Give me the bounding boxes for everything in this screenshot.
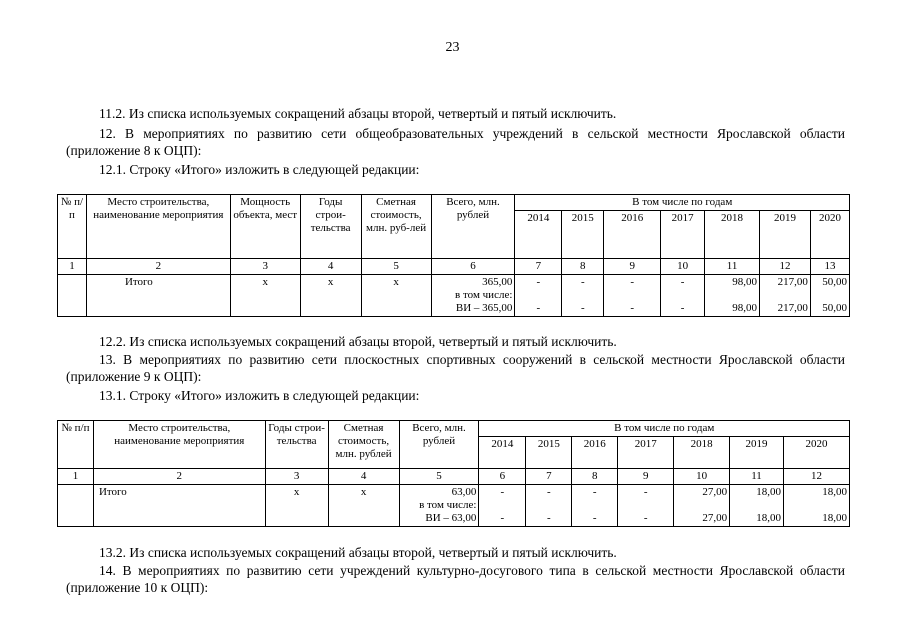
- year-header: 2014: [479, 437, 526, 469]
- year-value: - -: [604, 275, 661, 317]
- row-total: [431, 275, 515, 317]
- column-number: 4: [300, 259, 361, 275]
- total-value: 63,00: [451, 486, 477, 498]
- header-by-years: В том числе по годам: [479, 421, 850, 437]
- year-value: - -: [562, 275, 604, 317]
- year-value: 98,00 98,00: [705, 275, 760, 317]
- year-value: 27,00 27,00: [674, 485, 730, 527]
- column-number: 12: [759, 259, 810, 275]
- year-header: 2020: [783, 437, 849, 469]
- column-number: 9: [618, 469, 674, 485]
- year-value: 50,00 50,00: [810, 275, 849, 317]
- year-value: 217,00 217,00: [759, 275, 810, 317]
- paragraph-13-2: 13.2. Из списка используемых сокращений абзацы второй, четвертый и пятый исключить.: [99, 545, 617, 560]
- column-number: 10: [661, 259, 705, 275]
- total-including: в том числе:: [455, 289, 513, 301]
- table-row: [58, 275, 850, 317]
- column-number: 5: [399, 469, 479, 485]
- column-number: 3: [230, 259, 300, 275]
- year-header: 2017: [618, 437, 674, 469]
- column-number: 7: [526, 469, 572, 485]
- column-number: 6: [431, 259, 515, 275]
- column-number: 5: [361, 259, 431, 275]
- column-number: 1: [58, 259, 87, 275]
- year-value: - -: [572, 485, 618, 527]
- table-itogo-schools: [57, 194, 850, 317]
- header-estimate: Сметная стоимость, млн. руб-лей: [361, 195, 431, 259]
- header-by-years: В том числе по годам: [515, 195, 850, 211]
- year-header: 2018: [674, 437, 730, 469]
- header-num: № п/п: [58, 195, 87, 259]
- year-header: 2019: [730, 437, 784, 469]
- header-place: Место строительства, наименование мероприятия: [93, 421, 265, 469]
- header-place: Место строительства, наименование мероприятия: [86, 195, 230, 259]
- year-value: - -: [618, 485, 674, 527]
- row-years: х: [265, 485, 328, 527]
- year-header: 2015: [562, 211, 604, 259]
- year-header: 2017: [661, 211, 705, 259]
- column-number: 13: [810, 259, 849, 275]
- column-number: 2: [86, 259, 230, 275]
- header-total: Всего, млн. рублей: [399, 421, 479, 469]
- paragraph-12: 12. В мероприятиях по развитию сети общеобразовательных учреждений в сельской местности Ярославской области (приложение 8 к ОЦП):: [66, 126, 845, 158]
- total-vi: ВИ – 365,00: [455, 302, 513, 314]
- year-value: - -: [515, 275, 562, 317]
- row-total: [399, 485, 479, 527]
- paragraph-13-1: 13.1. Строку «Итого» изложить в следующей редакции:: [99, 388, 420, 403]
- row-name: Итого: [86, 275, 230, 317]
- row-capacity: х: [230, 275, 300, 317]
- header-total: Всего, млн. рублей: [431, 195, 515, 259]
- paragraph-13: 13. В мероприятиях по развитию сети плоскостных спортивных сооружений в сельской местности Ярославской области (приложение 9 к ОЦП):: [66, 352, 845, 384]
- paragraph-11-2: 11.2. Из списка используемых сокращений абзацы второй, четвертый и пятый исключить.: [99, 106, 617, 121]
- column-number: 2: [93, 469, 265, 485]
- column-number: 12: [783, 469, 849, 485]
- row-name: Итого: [93, 485, 265, 527]
- column-number: 9: [604, 259, 661, 275]
- year-value: - -: [526, 485, 572, 527]
- paragraph-12-1: 12.1. Строку «Итого» изложить в следующей редакции:: [99, 162, 420, 177]
- year-value: 18,00 18,00: [783, 485, 849, 527]
- table-row: [58, 485, 850, 527]
- year-header: 2016: [572, 437, 618, 469]
- year-header: 2014: [515, 211, 562, 259]
- column-number: 1: [58, 469, 94, 485]
- column-number: 4: [328, 469, 399, 485]
- header-years: Годы строи-тельства: [265, 421, 328, 469]
- column-number: 11: [730, 469, 784, 485]
- column-number: 11: [705, 259, 760, 275]
- year-value: 18,00 18,00: [730, 485, 784, 527]
- row-estimate: х: [328, 485, 399, 527]
- total-vi: ВИ – 63,00: [425, 512, 477, 524]
- column-number: 8: [572, 469, 618, 485]
- paragraph-12-2: 12.2. Из списка используемых сокращений абзацы второй, четвертый и пятый исключить.: [99, 334, 617, 349]
- year-header: 2020: [810, 211, 849, 259]
- year-header: 2019: [759, 211, 810, 259]
- column-number: 10: [674, 469, 730, 485]
- header-num: № п/п: [58, 421, 94, 469]
- header-capacity: Мощность объекта, мест: [230, 195, 300, 259]
- table-itogo-sports: [57, 420, 850, 527]
- year-value: - -: [479, 485, 526, 527]
- year-header: 2016: [604, 211, 661, 259]
- column-number: 8: [562, 259, 604, 275]
- column-number: 7: [515, 259, 562, 275]
- page-number: 23: [445, 40, 460, 55]
- column-number: 3: [265, 469, 328, 485]
- total-including: в том числе:: [419, 499, 477, 511]
- year-header: 2015: [526, 437, 572, 469]
- paragraph-14: 14. В мероприятиях по развитию сети учреждений культурно-досугового типа в сельской местности Ярославской области (приложение 10 к ОЦП):: [66, 563, 845, 595]
- header-years: Годы строи-тельства: [300, 195, 361, 259]
- total-value: 365,00: [482, 276, 513, 288]
- row-estimate: х: [361, 275, 431, 317]
- year-header: 2018: [705, 211, 760, 259]
- row-years: х: [300, 275, 361, 317]
- year-value: - -: [661, 275, 705, 317]
- column-number: 6: [479, 469, 526, 485]
- header-estimate: Сметная стоимость, млн. рублей: [328, 421, 399, 469]
